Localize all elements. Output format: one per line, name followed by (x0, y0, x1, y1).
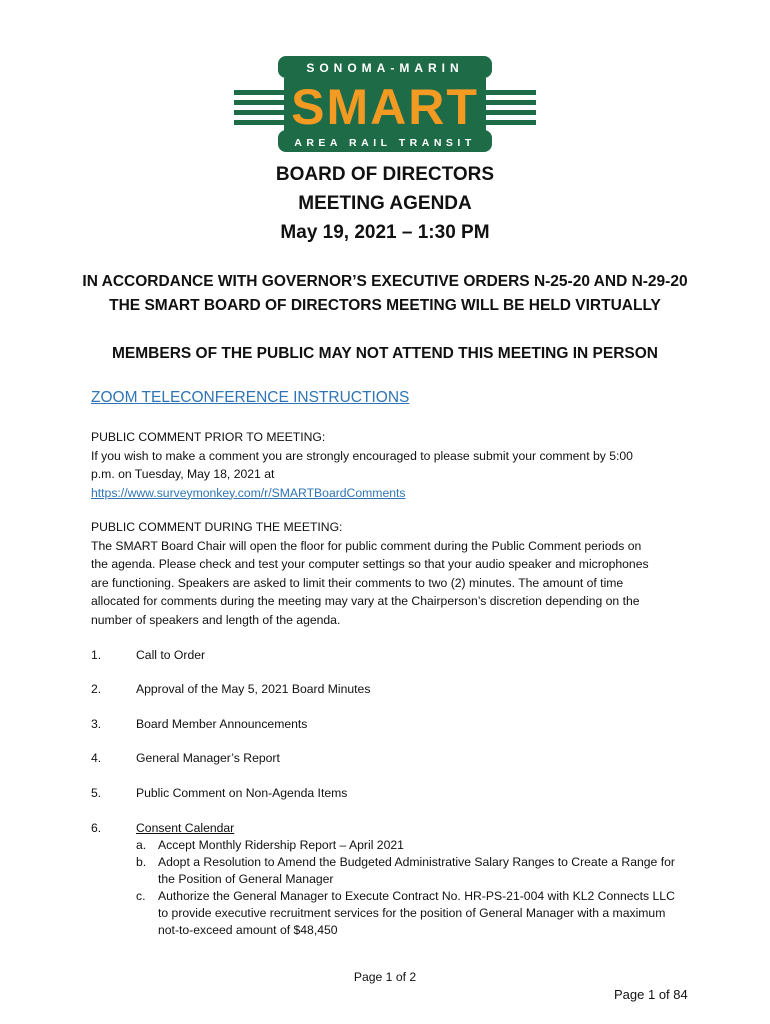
agenda-item-text: Call to Order (136, 648, 206, 662)
logo-bottom-text: AREA RAIL TRANSIT (294, 137, 476, 149)
agenda-item-text: Public Comment on Non-Agenda Items (136, 786, 348, 800)
agenda-item-number: 2. (91, 682, 102, 696)
prior-comment-line-2: p.m. on Tuesday, May 18, 2021 at (91, 467, 275, 481)
agenda-item-number: 6. (91, 821, 102, 835)
notice-line-2: THE SMART BOARD OF DIRECTORS MEETING WILL BE HELD VIRTUALLY (109, 297, 661, 314)
agenda-item-text: General Manager’s Report (136, 751, 280, 765)
survey-link[interactable]: https://www.surveymonkey.com/r/SMARTBoardComments (91, 485, 406, 500)
consent-item-text: Adopt a Resolution to Amend the Budgeted Administrative Salary Ranges to Create a Range for (158, 855, 675, 869)
page-number: Page 1 of 2 (353, 970, 417, 984)
packet-page-number: Page 1 of 84 (614, 987, 688, 1002)
agenda-item-number: 3. (91, 717, 102, 731)
consent-item-letter: a. (136, 838, 147, 852)
agenda-item-number: 5. (91, 786, 102, 800)
during-comment-section (91, 518, 691, 629)
agenda-item-number: 4. (91, 751, 102, 765)
agenda-title (0, 160, 770, 247)
notice-line-1: IN ACCORDANCE WITH GOVERNOR’S EXECUTIVE ORDERS N-25-20 AND N-29-20 (82, 273, 688, 290)
consent-item-text: to provide executive recruitment services for the position of General Manager with a maximum (158, 906, 666, 920)
agenda-item-text: Approval of the May 5, 2021 Board Minutes (136, 682, 371, 696)
consent-item-text: Accept Monthly Ridership Report – April 2021 (158, 838, 404, 852)
agenda-item-text: Board Member Announcements (136, 717, 308, 731)
during-comment-line-4: allocated for comments during the meeting may vary at the Chairperson’s discretion depending on the (91, 594, 640, 608)
consent-item-text: the Position of General Manager (158, 872, 334, 886)
prior-comment-heading: PUBLIC COMMENT PRIOR TO MEETING: (91, 430, 326, 444)
logo-main-text: SMART (291, 79, 479, 135)
agenda-item-number: 1. (91, 648, 102, 662)
consent-item-text: not-to-exceed amount of $48,450 (158, 923, 338, 937)
consent-item-letter: b. (136, 855, 147, 869)
smart-logo (234, 56, 536, 152)
consent-item-letter: c. (136, 889, 146, 903)
prior-comment-line-1: If you wish to make a comment you are strongly encouraged to please submit your comment by 5:00 (91, 448, 633, 463)
during-comment-line-3: are functioning. Speakers are asked to limit their comments to two (2) minutes. The amount of time (91, 575, 624, 590)
during-comment-line-5: number of speakers and length of the agenda. (91, 612, 341, 627)
logo-top-text: SONOMA-MARIN (306, 61, 464, 75)
zoom-instructions-link[interactable]: ZOOM TELECONFERENCE INSTRUCTIONS (91, 389, 410, 406)
prior-comment-section (91, 428, 691, 502)
title-line-2: MEETING AGENDA (298, 193, 472, 214)
title-line-1: BOARD OF DIRECTORS (275, 164, 495, 185)
during-comment-line-1: The SMART Board Chair will open the floor for public comment during the Public Comment periods on (91, 538, 642, 553)
during-comment-heading: PUBLIC COMMENT DURING THE MEETING: (91, 520, 343, 534)
consent-item-text: Authorize the General Manager to Execute Contract No. HR-PS-21-004 with KL2 Connects LLC (158, 889, 675, 903)
public-notice: MEMBERS OF THE PUBLIC MAY NOT ATTEND THIS MEETING IN PERSON (112, 345, 658, 362)
governor-notice (0, 270, 770, 318)
meeting-date: May 19, 2021 – 1:30 PM (280, 222, 490, 243)
consent-calendar-heading: Consent Calendar (136, 821, 235, 835)
during-comment-line-2: the agenda. Please check and test your computer settings so that your audio speaker and microphones (91, 557, 649, 571)
